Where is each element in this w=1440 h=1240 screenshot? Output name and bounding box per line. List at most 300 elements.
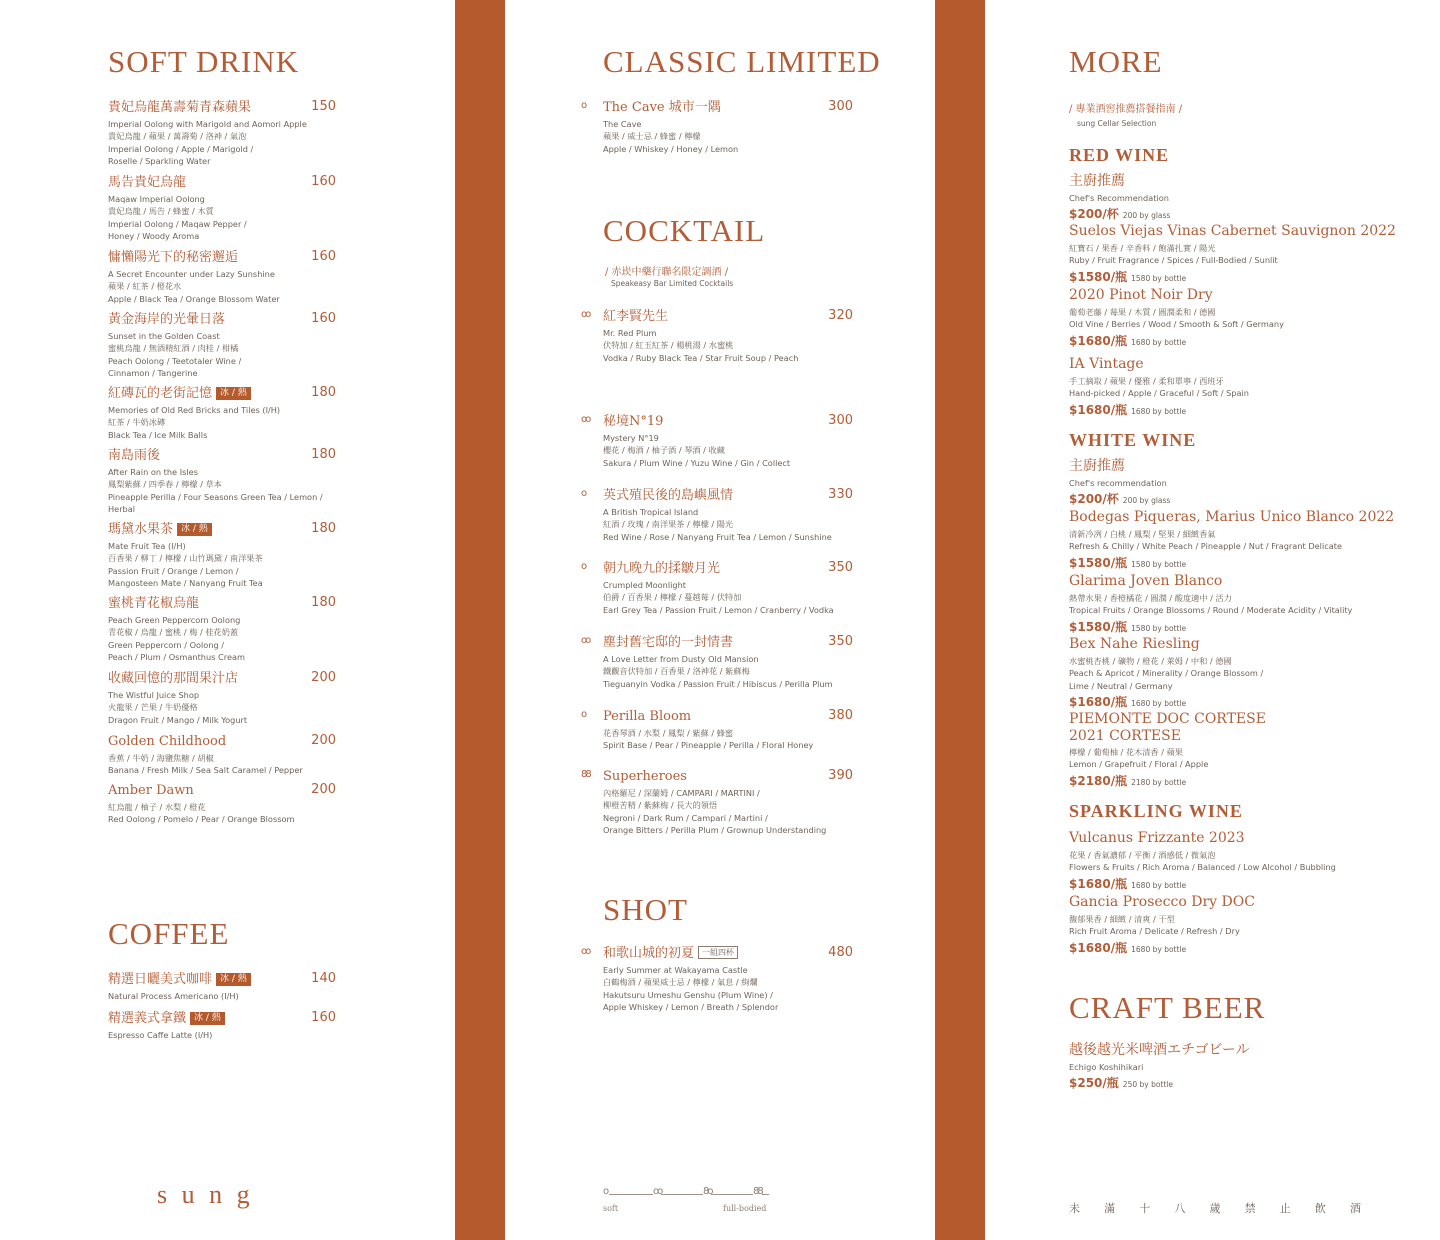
wine-price [1069,401,1399,418]
description-line: Mangosteen Mate / Nanyang Fruit Tea [108,577,263,588]
wine-price [1069,875,1399,892]
notice-char: 禁 [1244,1202,1256,1215]
cocktail-title: COCKTAIL [603,213,766,248]
description-line: Peach Green Peppercorn Oolong [108,615,241,625]
description-line: A Love Letter from Dusty Old Mansion [603,654,759,664]
item-price: 200 [311,733,336,748]
item-name [108,733,336,750]
wine-name: Bex Nahe Riesling [1069,636,1200,652]
wine-price-unit: 1680 by bottle [1131,337,1187,347]
description-line: Flowers & Fruits / Rich Aroma / Balanced / Low Alcohol / Bubbling [1069,862,1336,873]
menu-item [108,782,336,826]
item-name [108,971,336,988]
more-title: MORE [1069,44,1163,79]
description-line: Lime / Neutral / Germany [1069,680,1173,691]
wine-price-text: $1680/瓶 [1069,876,1128,891]
item-price: 300 [828,413,853,428]
wine-item [1069,894,1399,956]
wine-price-unit: 250 by bottle [1122,1080,1174,1090]
wine-item [1069,173,1399,222]
description-line: Red Wine / Rose / Nanyang Fruit Tea / Lemon / Sunshine [603,531,832,542]
wine-price [1069,205,1399,222]
menu-item [581,308,853,364]
item-price: 160 [311,311,336,326]
description-line: 葡萄老藤 / 莓果 / 木質 / 圓潤柔和 / 德國 [1069,307,1216,317]
wine-name-line2: 2021 CORTESE [1069,728,1181,744]
scale-label-full-bodied: full-bodied [723,1204,767,1213]
coffee-title: COFFEE [108,916,230,951]
description-line: 蘋果 / 紅茶 / 橙花水 [108,281,182,292]
item-name-text: 收藏回憶的那間果汁店 [108,671,239,686]
item-description [108,990,336,1002]
description-line: Mate Fruit Tea (I/H) [108,541,186,551]
description-line: Red Oolong / Pomelo / Pear / Orange Blossom [108,814,295,825]
description-line: 貴妃烏龍 / 蘋果 / 萬壽菊 / 洛神 / 氣泡 [108,131,247,142]
more-note: / 專業酒窖推薦搭餐指南 / [1069,104,1183,115]
description-line: 百香果 / 柳丁 / 檸檬 / 山竹瑪黛 / 南洋果茶 [108,553,263,564]
description-line: Espresso Caffe Latte (I/H) [108,1030,213,1040]
shot-title: SHOT [603,892,688,927]
item-description [108,752,336,777]
age-notice [1069,1200,1361,1216]
item-description [108,404,336,441]
wine-description [1069,375,1399,400]
wine-price-unit: 1680 by bottle [1131,944,1187,954]
item-name-text: 英式殖民後的島嶼風情 [603,488,734,503]
item-name [603,487,853,504]
description-line: 紅寶石 / 果香 / 辛香料 / 飽滿扎實 / 陽光 [1069,243,1216,253]
description-line: 花果 / 香氣濃郁 / 平衡 / 酒感低 / 微氣泡 [1069,850,1216,860]
description-line: Apple Whiskey / Lemon / Breath / Splendor [603,1001,779,1012]
description-line: Roselle / Sparkling Water [108,155,211,166]
item-name [603,634,853,651]
item-price: 200 [311,782,336,797]
item-price: 330 [828,487,853,502]
item-name [603,945,853,962]
description-line: 伏特加 / 紅玉紅茶 / 楊桃湯 / 水蜜桃 [603,340,734,351]
description-line: 內格羅尼 / 深蘭姆 / CAMPARI / MARTINI / [603,788,760,798]
item-name-text: 精選日曬美式咖啡 [108,972,213,987]
item-price: 350 [828,560,853,575]
strength-icon: oo [581,635,590,646]
description-line: Memories of Old Red Bricks and Tiles (I/H) [108,405,281,415]
description-line: Refresh & Chilly / White Peach / Pineapple / Nut / Fragrant Delicate [1069,541,1342,552]
description-line: Maqaw Imperial Oolong [108,194,205,204]
wine-item [1069,223,1399,285]
scale-label-soft: soft [603,1204,619,1213]
wine-description [1069,746,1399,771]
item-name-text: 紅李賢先生 [603,309,669,324]
wine-description [1069,192,1399,204]
wine-item [1069,356,1399,418]
description-line: 蘋果 / 威士忌 / 蜂蜜 / 檸檬 [603,131,701,142]
item-name-text: 蜜桃青花椒烏龍 [108,596,200,611]
description-line: 蜜桃烏龍 / 無酒精紅酒 / 肉桂 / 柑橘 [108,343,239,354]
item-name [108,782,336,799]
strength-icon: 88 [581,769,590,780]
menu-item [108,174,336,242]
wine-name: PIEMONTE DOC CORTESE [1069,711,1266,727]
wine-description [1069,306,1399,331]
wine-description [1069,655,1399,692]
description-line: 手工摘取 / 蘋果 / 優雅 / 柔和單寧 / 西班牙 [1069,376,1224,386]
description-line: Green Peppercorn / Oolong / [108,639,225,650]
item-description [108,330,336,379]
description-line: 紅茶 / 牛奶冰磚 [108,417,166,428]
wine-item [1069,1042,1399,1091]
soft-drink-column [0,0,455,1240]
classic-limited-title: CLASSIC LIMITED [603,44,881,79]
item-name [108,447,336,464]
item-name-text: 朝九晚九的揉皺月光 [603,561,721,576]
notice-char: 八 [1174,1202,1186,1215]
menu-item [581,768,853,836]
wine-description [1069,849,1399,874]
item-description [108,1029,336,1041]
item-price: 180 [311,595,336,610]
item-name [603,308,853,325]
strength-icon: oo [581,309,590,320]
wine-item [1069,573,1399,635]
item-name [108,311,336,328]
description-line: 花香琴酒 / 水梨 / 鳳梨 / 紫蘇 / 蜂蜜 [603,728,734,738]
description-line: Spirit Base / Pear / Pineapple / Perilla / Floral Honey [603,740,814,751]
wine-description [1069,913,1399,938]
description-line: Earl Grey Tea / Passion Fruit / Lemon / Cranberry / Vodka [603,604,834,615]
wine-price [1069,332,1399,349]
craft-beer-title: CRAFT BEER [1069,990,1266,1025]
hot-cold-badge: 冰 / 熱 [190,1012,225,1025]
wine-item [1069,509,1399,571]
item-price: 390 [828,768,853,783]
description-line: Orange Bitters / Perilla Plum / Grownup Understanding [603,824,827,835]
item-name-text: 精選義式拿鐵 [108,1011,187,1026]
menu-item [581,99,853,155]
item-name-text: 和歌山城的初夏 [603,946,695,961]
description-line: 檸檬 / 葡萄柚 / 花木清香 / 蘋果 [1069,747,1183,757]
item-name-text: 塵封舊宅邸的一封情書 [603,635,734,650]
more-column [985,0,1440,1240]
description-line: Rich Fruit Aroma / Delicate / Refresh / Dry [1069,926,1240,937]
description-line: Dragon Fruit / Mango / Milk Yogurt [108,714,248,725]
description-line: Ruby / Fruit Fragrance / Spices / Full-Bodied / Sunlit [1069,255,1278,266]
item-name-text: 馬告貴妃烏龍 [108,175,187,190]
description-line: Imperial Oolong / Apple / Marigold / [108,143,254,154]
item-name [108,1010,336,1027]
wine-item [1069,636,1399,710]
item-description [603,579,853,616]
wine-price [1069,490,1399,507]
wine-price-text: $200/杯 [1069,207,1119,222]
description-line: Mystery N°19 [603,433,659,443]
strength-icon: oo [581,946,590,957]
item-description [603,727,853,752]
item-name [603,99,853,116]
item-description [108,118,336,167]
hot-cold-badge: 冰 / 熱 [216,973,251,986]
description-line: Apple / Whiskey / Honey / Lemon [603,143,739,154]
item-name [603,708,853,725]
menu-item [581,413,853,469]
description-line: 貴妃烏龍 / 馬告 / 蜂蜜 / 木質 [108,206,214,217]
wine-name: 越後越光米啤酒エチゴビール [1069,1042,1250,1058]
description-line: 白鶴梅酒 / 蘋果威士忌 / 檸檬 / 氣息 / 絢爛 [603,977,758,988]
wine-name: Gancia Prosecco Dry DOC [1069,894,1255,910]
more-note-en: sung Cellar Selection [1077,119,1157,128]
menu-item [108,733,336,777]
menu-item [581,487,853,543]
description-line: Imperial Oolong / Maqaw Pepper / [108,218,247,229]
left-divider-stripe [455,0,505,1240]
description-line: Passion Fruit / Orange / Lemon / [108,565,239,576]
description-line: Chef's Recommendation [1069,193,1169,203]
item-price: 160 [311,1010,336,1025]
description-line: Negroni / Dark Rum / Campari / Martini / [603,812,768,823]
wine-name: Vulcanus Frizzante 2023 [1069,830,1245,846]
description-line: 紅烏龍 / 柚子 / 水梨 / 橙花 [108,802,206,812]
menu-item [108,670,336,726]
notice-char: 十 [1139,1202,1151,1215]
menu-item [581,708,853,752]
description-line: Crumpled Moonlight [603,580,686,590]
wine-price [1069,693,1399,710]
item-price: 300 [828,99,853,114]
wine-price-text: $1580/瓶 [1069,619,1128,634]
notice-char: 酒 [1350,1202,1361,1215]
description-line: Black Tea / Ice Milk Balls [108,429,208,440]
cocktail-note: / 赤崁中藥行聯名限定調酒 / [605,267,729,278]
item-description [603,653,853,690]
wine-item [1069,287,1399,349]
description-line: Natural Process Americano (I/H) [108,991,239,1001]
item-price: 200 [311,670,336,685]
wine-price-text: $2180/瓶 [1069,773,1128,788]
wine-name: Suelos Viejas Vinas Cabernet Sauvignon 2022 [1069,223,1396,239]
wine-price [1069,554,1399,571]
description-line: 柳橙苦精 / 紫蘇梅 / 長大的領悟 [603,800,718,811]
item-description [108,614,336,663]
item-price: 160 [311,174,336,189]
soft-drink-title: SOFT DRINK [108,44,300,79]
wine-price-unit: 1580 by bottle [1131,623,1187,633]
description-line: Herbal [108,503,136,514]
wine-price-text: $1580/瓶 [1069,555,1128,570]
set-badge: 一組四杯 [698,946,738,959]
description-line: Apple / Black Tea / Orange Blossom Water [108,293,280,304]
strength-icon: oo [581,414,590,425]
wine-price [1069,772,1399,789]
item-description [603,506,853,543]
description-line: 熱帶水果 / 香橙橘花 / 圓潤 / 酸度適中 / 活力 [1069,593,1232,603]
strength-icon: o [581,488,586,499]
item-price: 320 [828,308,853,323]
description-line: Chef's recommendation [1069,478,1167,488]
item-price: 140 [311,971,336,986]
description-line: 紅酒 / 玫瑰 / 南洋果茶 / 檸檬 / 陽光 [603,519,734,530]
description-line: 伯爵 / 百香果 / 檸檬 / 蔓越莓 / 伏特加 [603,592,742,603]
notice-char: 未 [1069,1202,1080,1215]
item-description [603,964,853,1013]
item-description [108,540,336,589]
wine-price [1069,1074,1399,1091]
description-line: Pineapple Perilla / Four Seasons Green Tea / Lemon / [108,491,323,502]
right-divider-stripe [935,0,985,1240]
scale-mark-4: 88 [753,1186,762,1197]
wine-price-unit: 1580 by bottle [1131,559,1187,569]
wine-price-text: $1680/瓶 [1069,694,1128,709]
item-name-text: 瑪黛水果茶 [108,522,174,537]
item-price: 150 [311,99,336,114]
item-name-text: Superheroes [603,769,687,784]
item-name [108,249,336,266]
menu-item [108,249,336,305]
item-description [108,466,336,515]
item-name [108,521,336,538]
item-name-text: 紅磚瓦的老街記憶 [108,386,213,401]
description-line: 火龍果 / 芒果 / 牛奶優格 [108,702,198,713]
cocktail-note-en: Speakeasy Bar Limited Cocktails [611,279,734,288]
description-line: Tropical Fruits / Orange Blossoms / Round / Moderate Acidity / Vitality [1069,605,1353,616]
item-name-text: 貴妃烏龍萬壽菊青森蘋果 [108,100,252,115]
notice-char: 歲 [1209,1202,1221,1215]
item-description [108,689,336,726]
item-name [108,385,336,402]
description-line: Peach / Plum / Osmanthus Cream [108,651,245,662]
description-line: After Rain on the Isles [108,467,198,477]
item-name-text: Perilla Bloom [603,709,692,724]
wine-price-text: $1580/瓶 [1069,269,1128,284]
description-line: 櫻花 / 梅酒 / 柚子酒 / 琴酒 / 收藏 [603,445,725,456]
description-line: Early Summer at Wakayama Castle [603,965,748,975]
wine-description [1069,528,1399,553]
strength-icon: o [581,100,586,111]
description-line: Mr. Red Plum [603,328,657,338]
menu-item [581,634,853,690]
menu-item [108,595,336,663]
description-line: Echigo Koshihikari [1069,1062,1144,1072]
scale-mark-1: o [603,1186,610,1197]
wine-price-unit: 1580 by bottle [1131,273,1187,283]
wine-name: Bodegas Piqueras, Marius Unico Blanco 2022 [1069,509,1395,525]
item-name [108,595,336,612]
description-line: Tieguanyin Vodka / Passion Fruit / Hibiscus / Perilla Plum [603,678,833,689]
wine-price [1069,268,1399,285]
item-description [108,268,336,305]
wine-item [1069,458,1399,507]
wine-price [1069,939,1399,956]
strength-scale-line [609,1194,769,1195]
item-name [603,768,853,785]
item-description [108,193,336,242]
wine-name: 主廚推薦 [1069,458,1125,474]
wine-name: 2020 Pinot Noir Dry [1069,287,1213,303]
description-line: 清新冷冽 / 白桃 / 鳳梨 / 堅果 / 細緻香氣 [1069,529,1216,539]
menu-item [108,1010,336,1041]
wine-name: 主廚推薦 [1069,173,1125,189]
menu-item [581,945,853,1013]
brand-logo: s u n g [157,1180,254,1209]
wine-price-text: $1680/瓶 [1069,402,1128,417]
item-name [108,670,336,687]
description-line: Old Vine / Berries / Wood / Smooth & Soft / Germany [1069,319,1284,330]
menu-item [108,311,336,379]
wine-item [1069,711,1399,789]
description-line: The Cave [603,119,642,129]
item-description [603,118,853,155]
item-price: 380 [828,708,853,723]
wine-price-unit: 1680 by bottle [1131,406,1187,416]
item-price: 180 [311,521,336,536]
red-wine-title: RED WINE [1069,145,1170,165]
sparkling-wine-title: SPARKLING WINE [1069,801,1243,821]
item-name-text: 慵懶陽光下的秘密邂逅 [108,250,239,265]
menu-item [108,447,336,515]
notice-char: 止 [1279,1202,1291,1215]
white-wine-title: WHITE WINE [1069,430,1197,450]
item-price: 180 [311,447,336,462]
item-name-text: The Cave 城市一隅 [603,100,721,115]
strength-icon: o [581,709,586,720]
description-line: Imperial Oolong with Marigold and Aomori Apple [108,119,307,129]
item-description [603,327,853,364]
description-line: Banana / Fresh Milk / Sea Salt Caramel / Pepper [108,765,303,776]
description-line: Peach Oolong / Teetotaler Wine / [108,355,242,366]
wine-price-unit: 200 by glass [1122,211,1171,221]
description-line: Cinnamon / Tangerine [108,367,198,378]
item-price: 160 [311,249,336,264]
wine-price-text: $250/瓶 [1069,1076,1119,1091]
item-price: 350 [828,634,853,649]
description-line: Vodka / Ruby Black Tea / Star Fruit Soup / Peach [603,352,799,363]
wine-price-text: $200/杯 [1069,492,1119,507]
item-price: 480 [828,945,853,960]
description-line: 香蕉 / 牛奶 / 海鹽焦糖 / 胡椒 [108,753,214,763]
strength-icon: o [581,561,586,572]
wine-item [1069,830,1399,892]
description-line: Sunset in the Golden Coast [108,331,220,341]
cocktail-column [505,0,935,1240]
description-line: Peach & Apricot / Minerality / Orange Blossom / [1069,668,1264,679]
item-price: 180 [311,385,336,400]
item-name [603,413,853,430]
item-description [603,432,853,469]
description-line: Sakura / Plum Wine / Yuzu Wine / Gin / Collect [603,457,791,468]
wine-name: Glarima Joven Blanco [1069,573,1223,589]
wine-description [1069,242,1399,267]
wine-price-unit: 200 by glass [1122,496,1171,506]
scale-mark-3: 8o [703,1186,712,1197]
menu-item [108,971,336,1002]
description-line: Hakutsuru Umeshu Genshu (Plum Wine) / [603,989,773,1000]
item-name [108,99,336,116]
wine-description [1069,477,1399,489]
item-name-text: 秘境N°19 [603,414,664,429]
item-name-text: Golden Childhood [108,734,227,749]
wine-price-unit: 2180 by bottle [1131,777,1187,787]
hot-cold-badge: 冰 / 熱 [177,523,212,536]
notice-char: 滿 [1104,1202,1116,1215]
description-line: Lemon / Grapefruit / Floral / Apple [1069,759,1209,770]
item-name-text: 黃金海岸的光暈日落 [108,312,226,327]
description-line: The Wistful Juice Shop [108,690,200,700]
menu-item [108,385,336,441]
notice-char: 飲 [1314,1202,1326,1215]
scale-mark-2: oo [653,1186,662,1197]
description-line: 青花椒 / 烏龍 / 蜜桃 / 梅 / 桂花奶蓋 [108,627,239,638]
item-description [603,787,853,836]
item-name [108,174,336,191]
description-line: A Secret Encounter under Lazy Sunshine [108,269,275,279]
